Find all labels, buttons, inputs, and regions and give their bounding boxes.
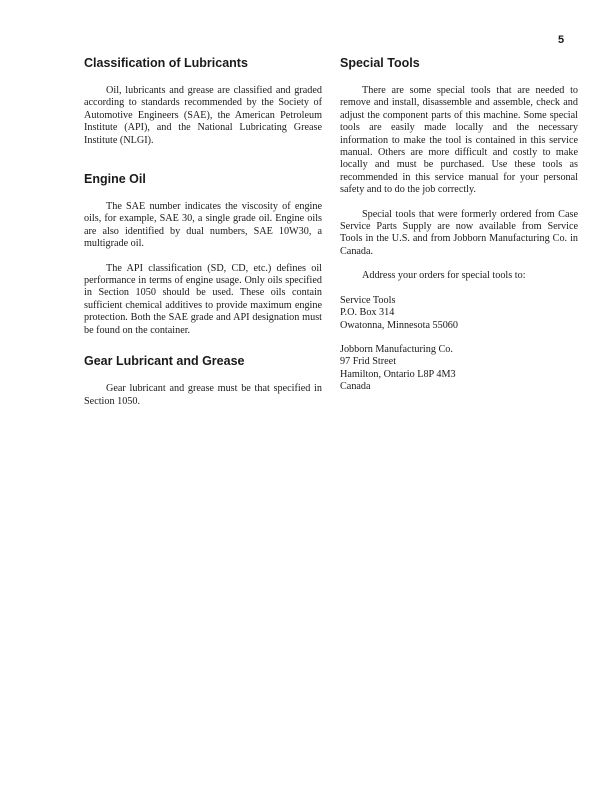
lubricants-heading: Classification of Lubricants — [84, 56, 248, 70]
address-canada — [340, 344, 578, 394]
address-us-line-3: Owatonna, Minnesota 55060 — [340, 319, 458, 331]
address-canada-line-1: Jobborn Manufacturing Co. — [340, 343, 453, 355]
special-tools-paragraph-2: Special tools that were formerly ordered from Case Service Parts Supply are now available from Service Tools in the U.S. and from Jobborn Manufacturing Co. in Canada. — [340, 208, 578, 257]
gear-lubricant-paragraph: Gear lubricant and grease must be that specified in Section 1050. — [84, 383, 322, 407]
engine-oil-paragraph-1: The SAE number indicates the viscosity of engine oils, for example, SAE 30, a single grade oil. Engine oils are also identified by dual numbers, SAE 10W30, a multigrade oil. — [84, 201, 322, 250]
address-canada-line-3: Hamilton, Ontario L8P 4M3 — [340, 368, 456, 380]
special-tools-heading: Special Tools — [340, 56, 420, 70]
special-tools-paragraph-3: Address your orders for special tools to: — [362, 270, 526, 282]
special-tools-section — [340, 55, 578, 283]
lubricants-paragraph: Oil, lubricants and grease are classified and graded according to standards recommended by the Society of Automotive Engineers (SAE), the American Petroleum Institute (API), and the National Lubricating Grease Institute (NLGI). — [84, 85, 322, 146]
address-us-line-1: Service Tools — [340, 294, 396, 306]
address-us — [340, 295, 578, 332]
address-canada-line-2: 97 Frid Street — [340, 356, 397, 368]
engine-oil-section — [84, 171, 322, 337]
page-number: 5 — [558, 34, 565, 46]
engine-oil-paragraph-2: The API classification (SD, CD, etc.) defines oil performance in terms of engine usage. Only oils specified in Section 1050 should be used. These oils contain sufficient chemical additives to provide maximum engine protection. Both the SAE grade and API designation must be found on the container. — [84, 262, 322, 336]
address-canada-line-4: Canada — [340, 381, 371, 393]
lubricants-section — [84, 55, 322, 147]
engine-oil-heading: Engine Oil — [84, 172, 146, 187]
address-us-line-2: P.O. Box 314 — [340, 307, 395, 319]
right-column — [340, 55, 578, 406]
left-column — [84, 55, 322, 420]
gear-lubricant-section — [84, 353, 322, 408]
gear-lubricant-heading: Gear Lubricant and Grease — [84, 354, 245, 369]
special-tools-paragraph-1: There are some special tools that are needed to remove and install, disassemble and assemble, check and adjust the component parts of this machine. Some special tools are easily made locally and the necessary information to make the tool is contained in this service manual. Others are more difficult and costly to make locally and must be purchased. Use these tools as recommended in this service manual for your personal safety and to do the job correctly. — [340, 85, 578, 196]
